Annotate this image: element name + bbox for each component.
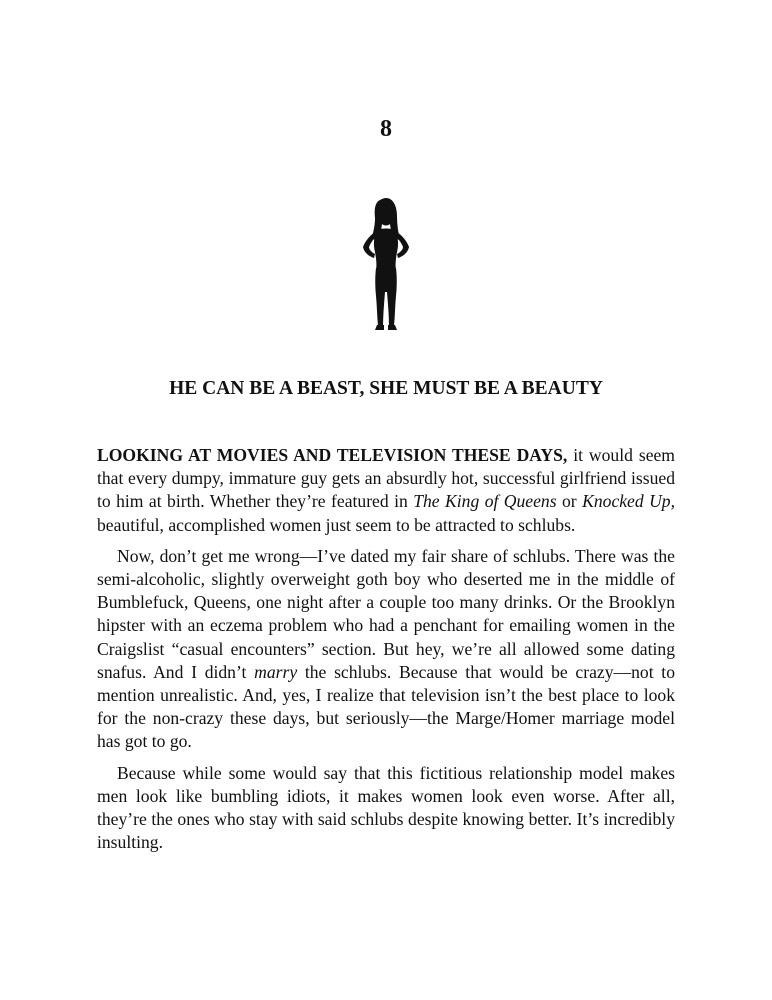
paragraph-3	[97, 762, 675, 855]
chapter-title: HE CAN BE A BEAST, SHE MUST BE A BEAUTY	[169, 378, 603, 399]
woman-silhouette-icon	[358, 196, 414, 332]
emphasis-marry: marry	[254, 661, 298, 682]
chapter-body	[97, 444, 675, 862]
paragraph-text: it would seem that every dumpy, immature guy gets an absurdly hot, successful girlfriend issued to him at birth. Whether they’re featured in	[97, 445, 675, 512]
title-knocked-up: Knocked Up,	[582, 491, 675, 512]
chapter-number: 8	[380, 116, 392, 142]
paragraph-text: Now, don’t get me wrong—I’ve dated my fair share of schlubs. There was the semi-alcoholic, slightly overweight goth boy who deserted me in the middle of Bumblefuck, Queens, one night after a couple too many drinks. Or the Brooklyn hipster with an eczema problem who had a penchant for emailing women in the Craigslist “casual encounters” section. But hey, we’re all allowed some dating snafus. And I didn’t	[97, 545, 675, 682]
paragraph-1	[97, 444, 675, 537]
paragraph-text: the schlubs. Because that would be crazy—not to mention unrealistic. And, yes, I realize that television isn’t the best place to look for the non-crazy these days, but seriously—the Marge/Homer marriage model has got to go.	[97, 661, 675, 752]
title-king-of-queens: The King of Queens	[413, 491, 557, 512]
paragraph-text: Because while some would say that this fictitious relationship model makes men look like bumbling idiots, it makes women look even worse. After all, they’re the ones who stay with said schlubs despite knowing better. It’s incredibly insulting.	[97, 762, 675, 853]
paragraph-text: or	[556, 491, 583, 512]
paragraph-2	[97, 545, 675, 754]
paragraph-lead-in: LOOKING AT MOVIES AND TELEVISION THESE DAYS,	[97, 445, 568, 465]
paragraph-text: beautiful, accomplished women just seem to be attracted to schlubs.	[97, 514, 576, 535]
